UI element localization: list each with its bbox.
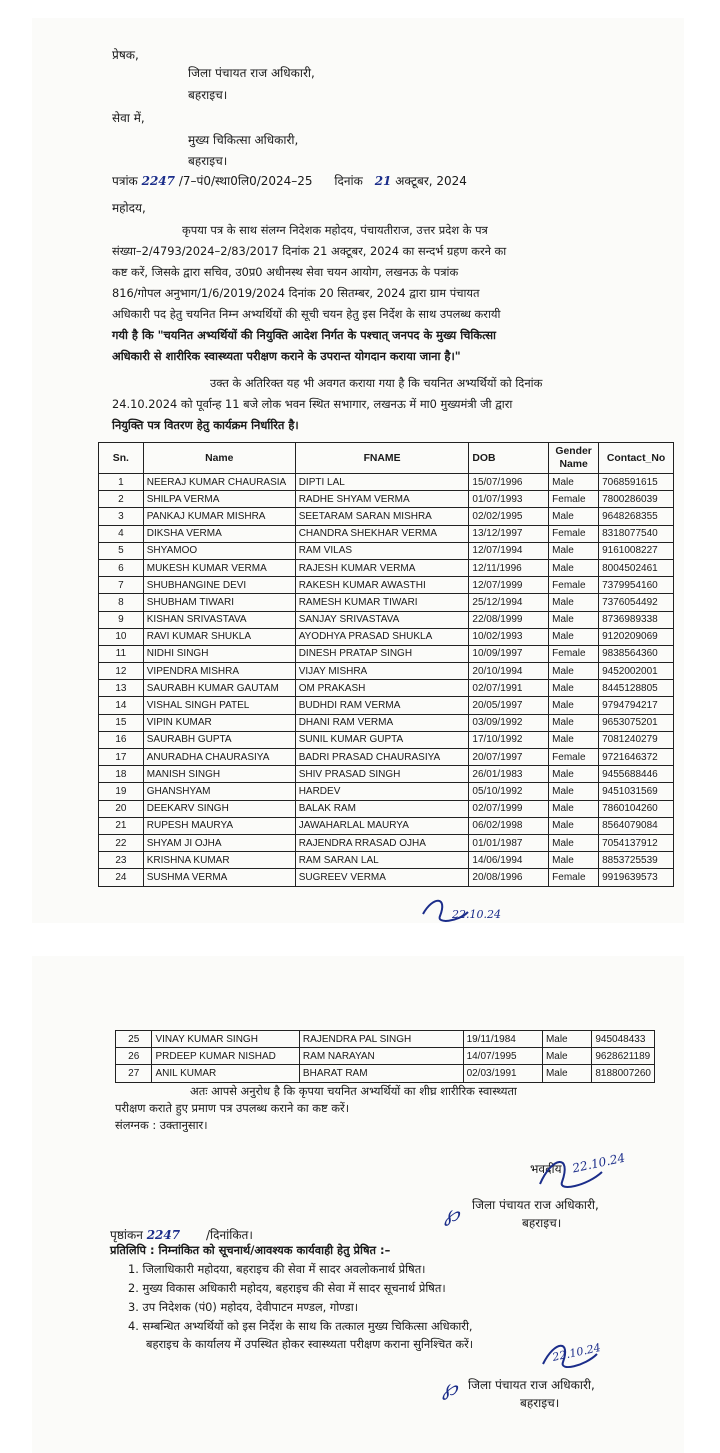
table-cell: DINESH PRATAP SINGH: [295, 645, 469, 662]
column-header: Contact_No: [599, 443, 674, 474]
table-cell: Female: [549, 749, 599, 766]
closing-line: परीक्षण कराते हुए प्रमाण पत्र उपलब्ध कराने का कष्ट करें।: [115, 1101, 350, 1115]
table-cell: DEEKARV SINGH: [143, 800, 295, 817]
table-cell: 12/11/1996: [469, 559, 549, 576]
candidate-table-continued: [115, 1030, 655, 1083]
table-cell: DHANI RAM VERMA: [295, 714, 469, 731]
table-cell: HARDEV: [295, 783, 469, 800]
candidate-table: [98, 442, 674, 887]
sender-city: बहराइच।: [188, 88, 228, 102]
table-cell: NEERAJ KUMAR CHAURASIA: [143, 474, 295, 491]
table-cell: 7376054492: [599, 594, 674, 611]
table-row: [99, 783, 674, 800]
table-cell: SUGREEV VERMA: [295, 869, 469, 886]
table-cell: 9451031569: [599, 783, 674, 800]
table-row: [99, 525, 674, 542]
table-cell: RAM SARAN LAL: [295, 852, 469, 869]
table-cell: Male: [542, 1065, 591, 1082]
table-cell: Male: [549, 474, 599, 491]
table-row: [99, 852, 674, 869]
table-cell: 13/12/1997: [469, 525, 549, 542]
table-cell: VISHAL SINGH PATEL: [143, 697, 295, 714]
table-cell: 8318077540: [599, 525, 674, 542]
table-cell: DIKSHA VERMA: [143, 525, 295, 542]
table-row: [116, 1048, 655, 1065]
para2-line: नियुक्ति पत्र वितरण हेतु कार्यक्रम निर्धारित है।: [112, 418, 299, 432]
table-row: [99, 800, 674, 817]
table-cell: Male: [549, 714, 599, 731]
table-cell: 16: [99, 731, 144, 748]
table-cell: SAURABH KUMAR GAUTAM: [143, 680, 295, 697]
table-cell: 20/10/1994: [469, 663, 549, 680]
table-cell: 9653075201: [599, 714, 674, 731]
table-row: [99, 663, 674, 680]
table-row: [99, 542, 674, 559]
column-header: Name: [143, 443, 295, 474]
table-cell: BALAK RAM: [295, 800, 469, 817]
table-cell: SUNIL KUMAR GUPTA: [295, 731, 469, 748]
table-cell: 02/02/1995: [469, 508, 549, 525]
table-cell: 8004502461: [599, 559, 674, 576]
table-row: [99, 749, 674, 766]
ref-prefix: पत्रांक: [112, 174, 138, 188]
table-cell: 7379954160: [599, 577, 674, 594]
table-cell: PRDEEP KUMAR NISHAD: [152, 1048, 299, 1065]
table-cell: 9628621189: [592, 1048, 655, 1065]
table-cell: BADRI PRASAD CHAURASIYA: [295, 749, 469, 766]
column-header: DOB: [469, 443, 549, 474]
table-cell: 19: [99, 783, 144, 800]
table-cell: 4: [99, 525, 144, 542]
table-cell: Female: [549, 869, 599, 886]
table-cell: 7: [99, 577, 144, 594]
table-cell: 8853725539: [599, 852, 674, 869]
date-rest: अक्टूबर, 2024: [395, 174, 467, 188]
table-cell: 18: [99, 766, 144, 783]
table-cell: 26/01/1983: [469, 766, 549, 783]
table-row: [99, 491, 674, 508]
table-cell: RUPESH MAURYA: [143, 817, 295, 834]
table-cell: RAM VILAS: [295, 542, 469, 559]
signature-initials-icon: ℘: [442, 1376, 458, 1401]
table-cell: RAJESH KUMAR VERMA: [295, 559, 469, 576]
table-row: [116, 1031, 655, 1048]
table-cell: 01/01/1987: [469, 834, 549, 851]
table-cell: RAKESH KUMAR AWASTHI: [295, 577, 469, 594]
recipient-city: बहराइच।: [188, 154, 228, 168]
table-cell: RADHE SHYAM VERMA: [295, 491, 469, 508]
table-cell: Female: [549, 491, 599, 508]
table-row: [99, 834, 674, 851]
para1-line: कृपया पत्र के साथ संलग्न निदेशक महोदय, पंचायतीराज, उत्तर प्रदेश के पत्र: [182, 223, 488, 237]
table-cell: 8445128805: [599, 680, 674, 697]
table-header-row: [99, 443, 674, 474]
table-cell: 9648268355: [599, 508, 674, 525]
table-cell: 17: [99, 749, 144, 766]
table-cell: BHARAT RAM: [299, 1065, 463, 1082]
table-cell: 11: [99, 645, 144, 662]
table-cell: 14/07/1995: [463, 1048, 542, 1065]
table-cell: Male: [549, 783, 599, 800]
table-cell: 22: [99, 834, 144, 851]
table-cell: Male: [549, 834, 599, 851]
para1-line: 816/गोपल अनुभाग/1/6/2019/2024 दिनांक 20 सितम्बर, 2024 द्वारा ग्राम पंचायत: [112, 286, 480, 300]
table-cell: MANISH SINGH: [143, 766, 295, 783]
para1-line: अधिकारी पद हेतु चयनित निम्न अभ्यर्थियों की सूची चयन हेतु इस निर्देश के साथ उपलब्ध करायी: [112, 307, 501, 321]
table-cell: SAURABH GUPTA: [143, 731, 295, 748]
table-cell: 7054137912: [599, 834, 674, 851]
table-cell: Male: [549, 852, 599, 869]
table-cell: MUKESH KUMAR VERMA: [143, 559, 295, 576]
table-cell: 12/07/1999: [469, 577, 549, 594]
table-cell: AYODHYA PRASAD SHUKLA: [295, 628, 469, 645]
date-label: दिनांक: [334, 174, 363, 188]
table-row: [99, 731, 674, 748]
table-cell: 01/07/1993: [469, 491, 549, 508]
sender-title: जिला पंचायत राज अधिकारी,: [188, 66, 315, 80]
table-cell: 8: [99, 594, 144, 611]
sender-label: प्रेषक,: [112, 48, 139, 62]
table-cell: 17/10/1992: [469, 731, 549, 748]
letter-page-1: [32, 18, 684, 923]
closing-line: अतः आपसे अनुरोध है कि कृपया चयनित अभ्यर्थियों का शीघ्र शारीरिक स्वास्थ्यता: [190, 1084, 517, 1098]
table-cell: Female: [549, 645, 599, 662]
table-cell: 06/02/1998: [469, 817, 549, 834]
table-cell: 13: [99, 680, 144, 697]
table-row: [116, 1065, 655, 1082]
table-cell: 1: [99, 474, 144, 491]
table-cell: JAWAHARLAL MAURYA: [295, 817, 469, 834]
table-cell: SHILPA VERMA: [143, 491, 295, 508]
table-cell: 03/09/1992: [469, 714, 549, 731]
endorsement-line: [110, 1226, 253, 1243]
table-row: [99, 474, 674, 491]
column-header: Sn.: [99, 443, 144, 474]
enclosure: संलग्नक : उक्तानुसार।: [115, 1118, 208, 1132]
table-cell: 9: [99, 611, 144, 628]
table-cell: 7081240279: [599, 731, 674, 748]
table-cell: 21: [99, 817, 144, 834]
table-row: [99, 680, 674, 697]
table-cell: Male: [549, 663, 599, 680]
table-cell: VIPENDRA MISHRA: [143, 663, 295, 680]
table-cell: 20/08/1996: [469, 869, 549, 886]
endorsement-prefix: पृष्ठांकन: [110, 1228, 143, 1242]
table-cell: SHYAMOO: [143, 542, 295, 559]
recipient-title: मुख्य चिकित्सा अधिकारी,: [188, 133, 299, 147]
table-cell: 15: [99, 714, 144, 731]
table-cell: Female: [549, 525, 599, 542]
endorsement-number-handwritten: 2247: [146, 1228, 181, 1242]
table-cell: RAJENDRA RRASAD OJHA: [295, 834, 469, 851]
signatory-city: बहराइच।: [522, 1216, 562, 1230]
table-cell: 9452002001: [599, 663, 674, 680]
para1-line: अधिकारी से शारीरिक स्वास्थ्यता परीक्षण कराने के उपरान्त योगदान कराया जाना है।": [112, 349, 461, 363]
table-cell: 25: [116, 1031, 152, 1048]
table-cell: DIPTI LAL: [295, 474, 469, 491]
table-cell: Male: [549, 628, 599, 645]
table-cell: 2: [99, 491, 144, 508]
salutation: महोदय,: [112, 201, 146, 215]
para2-line: 24.10.2024 को पूर्वान्ह 11 बजे लोक भवन स्थित सभागार, लखनऊ में मा0 मुख्यमंत्री जी द्वारा: [112, 397, 513, 411]
table-row: [99, 714, 674, 731]
signature-date: 22.10.24: [571, 1150, 627, 1176]
table-cell: ANURADHA CHAURASIYA: [143, 749, 295, 766]
table-cell: 12/07/1994: [469, 542, 549, 559]
signature-date: 22.10.24: [551, 1341, 602, 1364]
table-cell: RAMESH KUMAR TIWARI: [295, 594, 469, 611]
yours-faithfully: भवदीय: [530, 1162, 562, 1176]
table-row: [99, 869, 674, 886]
table-cell: RAJENDRA PAL SINGH: [299, 1031, 463, 1048]
table-row: [99, 766, 674, 783]
table-cell: 8736989338: [599, 611, 674, 628]
table-cell: RAM NARAYAN: [299, 1048, 463, 1065]
table-cell: SHUBHANGINE DEVI: [143, 577, 295, 594]
table-cell: 02/03/1991: [463, 1065, 542, 1082]
table-cell: 27: [116, 1065, 152, 1082]
reference-line: [112, 172, 467, 189]
ref-number-handwritten: 2247: [141, 174, 175, 188]
table-cell: 20/05/1997: [469, 697, 549, 714]
table-cell: 9455688446: [599, 766, 674, 783]
to-label: सेवा में,: [112, 111, 145, 125]
table-row: [99, 817, 674, 834]
table-cell: 05/10/1992: [469, 783, 549, 800]
para1-line: गयी है कि "चयनित अभ्यर्थियों की नियुक्ति आदेश निर्गत के पश्चात् जनपद के मुख्य चिकित्सा: [112, 328, 496, 342]
table-cell: BUDHDI RAM VERMA: [295, 697, 469, 714]
table-cell: 10/09/1997: [469, 645, 549, 662]
table-cell: 7068591615: [599, 474, 674, 491]
table-cell: Male: [549, 697, 599, 714]
table-cell: 12: [99, 663, 144, 680]
table-cell: Male: [549, 559, 599, 576]
table-cell: Male: [549, 817, 599, 834]
copy-item: 2. मुख्य विकास अधिकारी महोदय, बहराइच की सेवा में सादर सूचनार्थ प्रेषित।: [128, 1281, 446, 1295]
table-row: [99, 611, 674, 628]
table-cell: ANIL KUMAR: [152, 1065, 299, 1082]
date-day-handwritten: 21: [374, 174, 392, 188]
letter-page-2: [32, 956, 684, 1453]
table-cell: SANJAY SRIVASTAVA: [295, 611, 469, 628]
table-row: [99, 697, 674, 714]
table-cell: GHANSHYAM: [143, 783, 295, 800]
table-cell: 14/06/1994: [469, 852, 549, 869]
table-cell: SHUBHAM TIWARI: [143, 594, 295, 611]
table-cell: 5: [99, 542, 144, 559]
table-cell: 25/12/1994: [469, 594, 549, 611]
signatory-title-2: जिला पंचायत राज अधिकारी,: [468, 1378, 595, 1392]
table-cell: SHYAM JI OJHA: [143, 834, 295, 851]
table-row: [99, 628, 674, 645]
table-cell: CHANDRA SHEKHAR VERMA: [295, 525, 469, 542]
table-cell: 3: [99, 508, 144, 525]
para2-line: उक्त के अतिरिक्त यह भी अवगत कराया गया है कि चयनित अभ्यर्थियों को दिनांक: [210, 376, 543, 390]
table-cell: 8564079084: [599, 817, 674, 834]
table-cell: Male: [549, 731, 599, 748]
table-cell: NIDHI SINGH: [143, 645, 295, 662]
table-cell: Male: [549, 542, 599, 559]
table-cell: 9838564360: [599, 645, 674, 662]
table-cell: 10/02/1993: [469, 628, 549, 645]
table-cell: 7800286039: [599, 491, 674, 508]
table-cell: 15/07/1996: [469, 474, 549, 491]
copy-item: 1. जिलाधिकारी महोदया, बहराइच की सेवा में सादर अवलोकनार्थ प्रेषित।: [128, 1262, 426, 1276]
para1-line: कष्ट करें, जिसके द्वारा सचिव, उ0प्र0 अधीनस्थ सेवा चयन आयोग, लखनऊ के पत्रांक: [112, 265, 459, 279]
table-cell: Male: [542, 1031, 591, 1048]
table-cell: 9161008227: [599, 542, 674, 559]
table-cell: 9120209069: [599, 628, 674, 645]
copy-item: 3. उप निदेशक (पं0) महोदय, देवीपाटन मण्डल, गोण्डा।: [128, 1300, 359, 1314]
signature-date: 22.10.24: [452, 908, 501, 921]
table-cell: Male: [549, 611, 599, 628]
table-cell: KRISHNA KUMAR: [143, 852, 295, 869]
table-cell: SEETARAM SARAN MISHRA: [295, 508, 469, 525]
table-cell: VIPIN KUMAR: [143, 714, 295, 731]
signatory-title: जिला पंचायत राज अधिकारी,: [472, 1198, 599, 1212]
table-cell: 9794794217: [599, 697, 674, 714]
table-cell: 24: [99, 869, 144, 886]
table-cell: Male: [549, 680, 599, 697]
table-cell: 02/07/1991: [469, 680, 549, 697]
table-cell: 26: [116, 1048, 152, 1065]
table-cell: SUSHMA VERMA: [143, 869, 295, 886]
table-cell: RAVI KUMAR SHUKLA: [143, 628, 295, 645]
table-cell: Male: [542, 1048, 591, 1065]
table-row: [99, 559, 674, 576]
ref-suffix: /7–पं0/स्था0लि0/2024–25: [178, 174, 313, 188]
table-cell: Male: [549, 766, 599, 783]
table-cell: 02/07/1999: [469, 800, 549, 817]
table-cell: 9919639573: [599, 869, 674, 886]
table-cell: VINAY KUMAR SINGH: [152, 1031, 299, 1048]
table-cell: 20: [99, 800, 144, 817]
column-header: FNAME: [295, 443, 469, 474]
signature-initials-icon: ℘: [444, 1202, 460, 1227]
table-cell: Male: [549, 508, 599, 525]
copy-item: बहराइच के कार्यालय में उपस्थित होकर स्वास्थ्यता परीक्षण कराना सुनिश्चित करें।: [146, 1337, 474, 1351]
table-cell: 14: [99, 697, 144, 714]
table-cell: Male: [549, 594, 599, 611]
endorsement-suffix: /दिनांकित।: [205, 1228, 253, 1242]
table-cell: 945048433: [592, 1031, 655, 1048]
table-cell: Male: [549, 800, 599, 817]
table-cell: 23: [99, 852, 144, 869]
table-cell: VIJAY MISHRA: [295, 663, 469, 680]
table-cell: SHIV PRASAD SINGH: [295, 766, 469, 783]
table-cell: 6: [99, 559, 144, 576]
para1-line: संख्या–2/4793/2024–2/83/2017 दिनांक 21 अक्टूबर, 2024 का सन्दर्भ ग्रहण करने का: [112, 244, 507, 258]
table-cell: OM PRAKASH: [295, 680, 469, 697]
table-cell: 19/11/1984: [463, 1031, 542, 1048]
table-row: [99, 645, 674, 662]
table-row: [99, 508, 674, 525]
table-cell: KISHAN SRIVASTAVA: [143, 611, 295, 628]
table-cell: 7860104260: [599, 800, 674, 817]
table-cell: 9721646372: [599, 749, 674, 766]
table-cell: Female: [549, 577, 599, 594]
table-cell: 22/08/1999: [469, 611, 549, 628]
table-cell: 20/07/1997: [469, 749, 549, 766]
copy-item: 4. सम्बन्धित अभ्यर्थियों को इस निर्देश के साथ कि तत्काल मुख्य चिकित्सा अधिकारी,: [128, 1319, 473, 1333]
copy-heading: प्रतिलिपि : निम्नांकित को सूचनार्थ/आवश्यक कार्यवाही हेतु प्रेषित :–: [110, 1243, 391, 1257]
table-cell: PANKAJ KUMAR MISHRA: [143, 508, 295, 525]
table-cell: 10: [99, 628, 144, 645]
table-row: [99, 577, 674, 594]
signatory-city-2: बहराइच।: [520, 1396, 560, 1410]
column-header: Gender Name: [549, 443, 599, 474]
table-cell: 8188007260: [592, 1065, 655, 1082]
table-row: [99, 594, 674, 611]
